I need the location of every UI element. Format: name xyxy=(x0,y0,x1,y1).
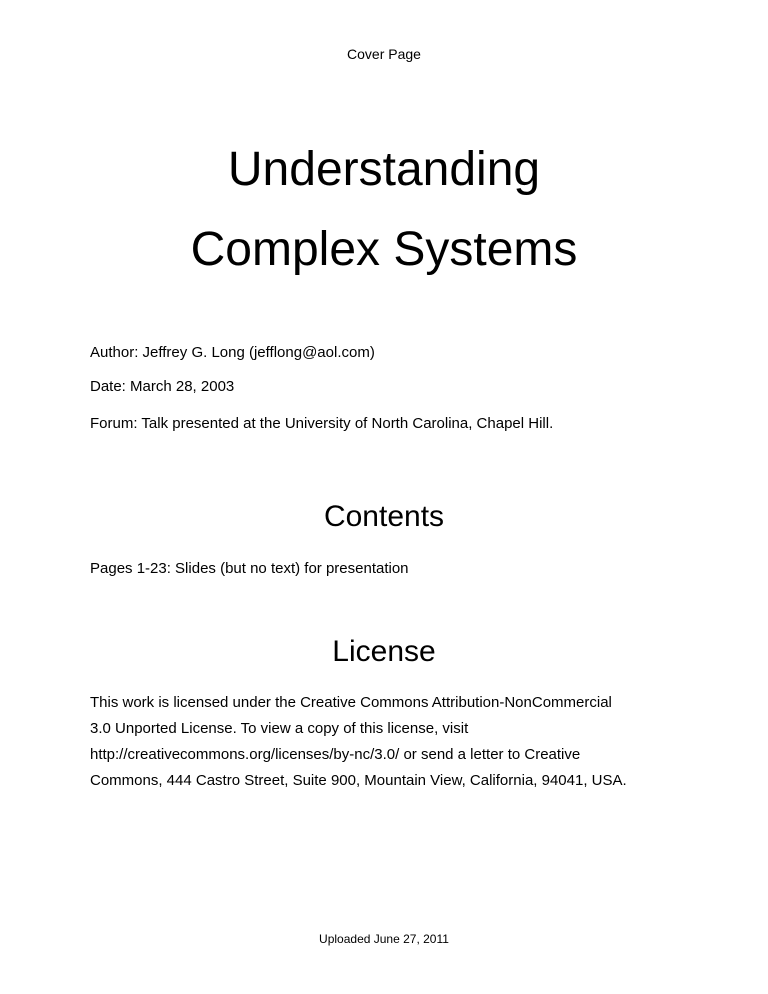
contents-heading: Contents xyxy=(323,500,445,533)
document-title xyxy=(0,130,768,290)
forum-line: Forum: Talk presented at the University of North Carolina, Chapel Hill. xyxy=(90,415,554,432)
license-line-1: This work is licensed under the Creative Commons Attribution-NonCommercial xyxy=(90,694,612,711)
title-line-1: Understanding xyxy=(227,143,541,196)
license-line-2: 3.0 Unported License. To view a copy of this license, visit xyxy=(90,720,469,737)
page-header: Cover Page xyxy=(347,46,421,62)
author-line: Author: Jeffrey G. Long (jefflong@aol.com) xyxy=(90,344,375,361)
date-line: Date: March 28, 2003 xyxy=(90,378,235,395)
license-heading: License xyxy=(332,635,436,668)
license-text xyxy=(90,690,690,794)
contents-text: Pages 1-23: Slides (but no text) for presentation xyxy=(90,560,409,577)
license-line-3: http://creativecommons.org/licenses/by-nc/3.0/ or send a letter to Creative xyxy=(90,746,581,763)
upload-footer: Uploaded June 27, 2011 xyxy=(319,932,449,946)
title-line-2: Complex Systems xyxy=(190,223,578,276)
license-line-4: Commons, 444 Castro Street, Suite 900, Mountain View, California, 94041, USA. xyxy=(90,772,627,789)
